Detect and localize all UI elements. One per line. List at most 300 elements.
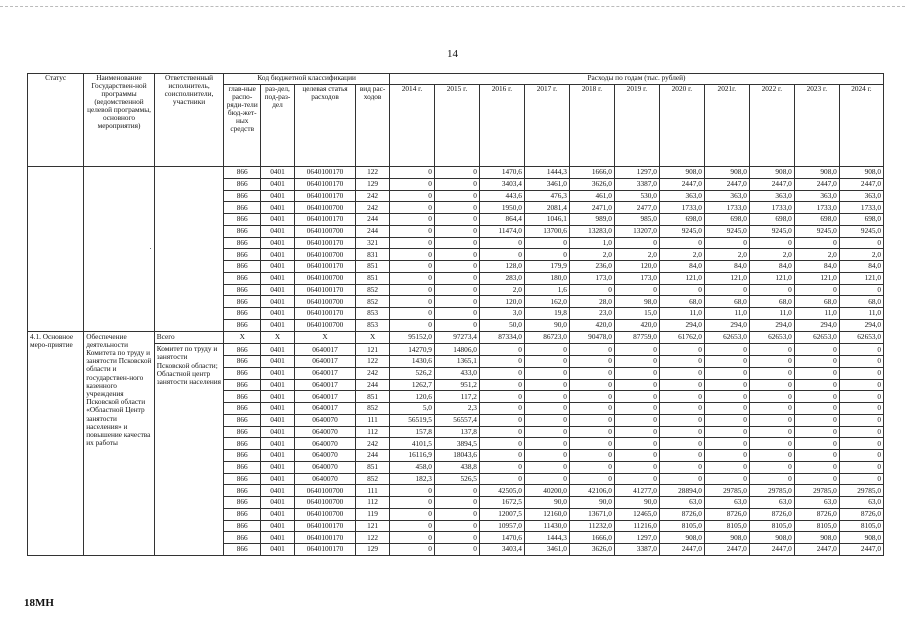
value-cell: 0 [749,414,794,426]
code-cell: 112 [356,426,390,438]
value-cell: 0 [659,450,704,462]
top-dashed-rule [0,6,905,7]
value-cell: 236,0 [569,261,614,273]
value-cell: 0 [479,461,524,473]
code-cell: 0640100700 [294,272,355,284]
value-cell: 0 [749,284,794,296]
code-cell: 866 [224,344,261,356]
value-cell: 0 [434,485,479,497]
value-cell: 0 [389,237,434,249]
code-cell: 0640017 [294,379,355,391]
code-cell: 866 [224,426,261,438]
value-cell: 0 [389,485,434,497]
code-cell: 866 [224,296,261,308]
value-cell: 0 [839,461,883,473]
name-cell-prev: · [84,167,155,332]
value-cell: 13671,0 [569,508,614,520]
value-cell: 0 [524,391,569,403]
table-row [28,344,884,356]
code-cell: 866 [224,249,261,261]
code-cell: 831 [356,249,390,261]
value-cell: 0 [614,356,659,368]
code-cell: 0401 [261,403,295,415]
value-cell: 62653,0 [839,331,883,344]
value-cell: 0 [749,450,794,462]
header-status: Статус [28,74,84,167]
code-cell: 242 [356,438,390,450]
value-cell: 363,0 [704,190,749,202]
value-cell: 0 [524,237,569,249]
code-cell: 0401 [261,190,295,202]
value-cell: 11216,0 [614,520,659,532]
code-cell: 0401 [261,308,295,320]
value-cell: 90,0 [569,497,614,509]
code-cell: 242 [356,202,390,214]
value-cell: 0 [569,403,614,415]
code-cell: 866 [224,178,261,190]
code-cell: 0640100170 [294,544,355,556]
value-cell: 0 [389,520,434,532]
value-cell: 0 [389,508,434,520]
value-cell: 0 [659,414,704,426]
value-cell: 0 [704,356,749,368]
value-cell: 1733,0 [839,202,883,214]
value-cell: 29785,0 [704,485,749,497]
value-cell: 0 [434,284,479,296]
code-cell: 853 [356,319,390,331]
code-cell: 122 [356,532,390,544]
value-cell: 87759,0 [614,331,659,344]
value-cell: 0 [569,356,614,368]
value-cell: 908,0 [749,167,794,179]
value-cell: 1733,0 [749,202,794,214]
code-cell: 0640017 [294,391,355,403]
value-cell: 0 [389,284,434,296]
value-cell: 0 [569,438,614,450]
value-cell: 0 [794,344,839,356]
value-cell: 420,0 [614,319,659,331]
value-cell: 84,0 [704,261,749,273]
value-cell: 864,4 [479,214,524,226]
value-cell: 157,8 [389,426,434,438]
value-cell: 433,0 [434,367,479,379]
value-cell: 0 [659,356,704,368]
executor-cell-prev [154,167,224,332]
value-cell: 0 [389,544,434,556]
value-cell: 0 [614,450,659,462]
value-cell: 0 [569,344,614,356]
value-cell: 10957,0 [479,520,524,532]
value-cell: 11474,0 [479,225,524,237]
value-cell: 120,6 [389,391,434,403]
code-cell: 866 [224,473,261,485]
value-cell: 0 [389,296,434,308]
value-cell: 0 [794,356,839,368]
code-cell: 852 [356,473,390,485]
value-cell: 1733,0 [794,202,839,214]
value-cell: 0 [434,190,479,202]
code-cell: 0640070 [294,426,355,438]
value-cell: 0 [434,319,479,331]
value-cell: 56519,5 [389,414,434,426]
code-cell: 0401 [261,379,295,391]
code-cell: 0401 [261,356,295,368]
footer-code: 18МН [24,597,54,609]
value-cell: 11232,0 [569,520,614,532]
header-year: 2024 г. [839,85,883,167]
value-cell: 0 [479,237,524,249]
value-cell: 117,2 [434,391,479,403]
value-cell: 363,0 [749,190,794,202]
header-year: 2019 г. [614,85,659,167]
page-number: 14 [447,48,458,60]
value-cell: 1733,0 [659,202,704,214]
header-expenses-group: Расходы по годам (тыс. рублей) [389,74,883,85]
value-cell: 363,0 [659,190,704,202]
status-cell: 4.1. Основное меро-приятие [28,331,84,555]
code-cell: 0401 [261,237,295,249]
header-bcc-col: глав-ные распо-ряди-тели бюд-жет-ных средств [224,85,261,167]
code-cell: 0640100700 [294,485,355,497]
value-cell: 0 [794,391,839,403]
value-cell: 526,5 [434,473,479,485]
value-cell: 0 [839,414,883,426]
header-executor: Ответственный исполнитель, соисполнители, участники [154,74,224,167]
value-cell: 1297,0 [614,532,659,544]
code-cell: 0401 [261,414,295,426]
program-name-cell: Обеспечение деятельности Комитета по труду и занятости Псковской области и государствен-ного казенного учреждения Псковской области «Областной Центр занятости населения» и повышение качества их работы [84,331,155,555]
value-cell: 0 [794,426,839,438]
code-cell: 112 [356,497,390,509]
value-cell: 63,0 [839,497,883,509]
value-cell: 0 [569,367,614,379]
value-cell: 0 [839,391,883,403]
value-cell: 9245,0 [839,225,883,237]
code-cell: 853 [356,308,390,320]
value-cell: 0 [569,391,614,403]
code-cell: 0640100170 [294,520,355,532]
code-cell: 852 [356,403,390,415]
value-cell: 29785,0 [749,485,794,497]
code-cell: 866 [224,284,261,296]
value-cell: 90,0 [614,497,659,509]
value-cell: 0 [839,367,883,379]
code-cell: 0640100170 [294,214,355,226]
code-cell: 866 [224,438,261,450]
value-cell: 0 [659,461,704,473]
executor-cell: Комитет по труду и занятости Псковской области; Областной центр занятости населения [154,344,224,556]
code-cell: 0640100170 [294,167,355,179]
code-cell: 0401 [261,532,295,544]
value-cell: 9245,0 [704,225,749,237]
code-cell: X [261,331,295,344]
value-cell: 0 [749,379,794,391]
value-cell: 0 [434,167,479,179]
value-cell: 0 [479,414,524,426]
code-cell: X [224,331,261,344]
code-cell: X [356,331,390,344]
value-cell: 0 [839,403,883,415]
value-cell: 137,8 [434,426,479,438]
code-cell: 0640070 [294,461,355,473]
code-cell: 866 [224,319,261,331]
value-cell: 0 [794,237,839,249]
code-cell: 866 [224,544,261,556]
value-cell: 294,0 [704,319,749,331]
value-cell: 0 [794,438,839,450]
value-cell: 179,9 [524,261,569,273]
value-cell: 1430,6 [389,356,434,368]
value-cell: 9245,0 [659,225,704,237]
code-cell: 866 [224,450,261,462]
value-cell: 0 [659,379,704,391]
code-cell: 0401 [261,344,295,356]
value-cell: 0 [659,473,704,485]
header-year: 2016 г. [479,85,524,167]
value-cell: 11,0 [659,308,704,320]
value-cell: 2447,0 [704,178,749,190]
value-cell: 0 [569,450,614,462]
value-cell: 908,0 [704,532,749,544]
code-cell: 866 [224,190,261,202]
value-cell: 283,0 [479,272,524,284]
value-cell: 0 [389,249,434,261]
value-cell: 0 [704,414,749,426]
value-cell: 0 [704,367,749,379]
value-cell: 0 [794,379,839,391]
value-cell: 8105,0 [794,520,839,532]
value-cell: 68,0 [839,296,883,308]
code-cell: 866 [224,497,261,509]
code-cell: 851 [356,461,390,473]
value-cell: 62653,0 [704,331,749,344]
value-cell: 0 [479,450,524,462]
value-cell: 0 [434,544,479,556]
value-cell: 0 [569,414,614,426]
code-cell: 244 [356,379,390,391]
value-cell: 1365,1 [434,356,479,368]
value-cell: 0 [524,473,569,485]
value-cell: 908,0 [704,167,749,179]
value-cell: 0 [614,461,659,473]
code-cell: 0401 [261,508,295,520]
value-cell: 3461,0 [524,178,569,190]
value-cell: 0 [839,344,883,356]
value-cell: 0 [659,426,704,438]
code-cell: 0401 [261,461,295,473]
value-cell: 0 [704,391,749,403]
value-cell: 121,0 [704,272,749,284]
value-cell: 0 [839,426,883,438]
budget-table [27,73,884,556]
value-cell: 908,0 [749,532,794,544]
code-cell: 242 [356,367,390,379]
value-cell: 0 [434,249,479,261]
code-cell: 866 [224,367,261,379]
value-cell: 0 [839,450,883,462]
value-cell: 0 [839,356,883,368]
value-cell: 63,0 [749,497,794,509]
value-cell: 0 [839,473,883,485]
value-cell: 0 [569,461,614,473]
value-cell: 0 [389,178,434,190]
code-cell: 119 [356,508,390,520]
value-cell: 0 [569,473,614,485]
code-cell: X [294,331,355,344]
value-cell: 13283,0 [569,225,614,237]
value-cell: 12007,5 [479,508,524,520]
value-cell: 0 [434,520,479,532]
code-cell: 244 [356,225,390,237]
value-cell: 294,0 [794,319,839,331]
value-cell: 0 [524,461,569,473]
value-cell: 12465,0 [614,508,659,520]
value-cell: 0 [614,237,659,249]
value-cell: 0 [704,284,749,296]
header-year: 2017 г. [524,85,569,167]
value-cell: 8105,0 [839,520,883,532]
value-cell: 98,0 [614,296,659,308]
value-cell: 13207,0 [614,225,659,237]
value-cell: 56557,4 [434,414,479,426]
value-cell: 0 [614,438,659,450]
code-cell: 244 [356,214,390,226]
value-cell: 41277,0 [614,485,659,497]
value-cell: 0 [389,214,434,226]
code-cell: 0401 [261,202,295,214]
value-cell: 1046,1 [524,214,569,226]
value-cell: 29785,0 [794,485,839,497]
code-cell: 0401 [261,261,295,273]
header-year: 2018 г. [569,85,614,167]
code-cell: 866 [224,414,261,426]
value-cell: 0 [389,272,434,284]
value-cell: 0 [434,178,479,190]
value-cell: 14270,9 [389,344,434,356]
value-cell: 2447,0 [839,178,883,190]
value-cell: 0 [479,403,524,415]
header-program-name: Наименование Государствен-ной программы (ведомственной целевой программы, основного мероприятия) [84,74,155,167]
value-cell: 42106,0 [569,485,614,497]
value-cell: 1297,0 [614,167,659,179]
code-cell: 852 [356,284,390,296]
value-cell: 0 [479,426,524,438]
value-cell: 23,0 [569,308,614,320]
code-cell: 0401 [261,438,295,450]
value-cell: 16116,9 [389,450,434,462]
value-cell: 86723,0 [524,331,569,344]
value-cell: 698,0 [659,214,704,226]
value-cell: 0 [704,403,749,415]
value-cell: 95152,0 [389,331,434,344]
code-cell: 0401 [261,544,295,556]
value-cell: 0 [434,272,479,284]
value-cell: 68,0 [794,296,839,308]
value-cell: 2447,0 [659,544,704,556]
table-row [28,167,884,179]
value-cell: 698,0 [839,214,883,226]
value-cell: 8105,0 [749,520,794,532]
value-cell: 15,0 [614,308,659,320]
value-cell: 1262,7 [389,379,434,391]
code-cell: 866 [224,391,261,403]
value-cell: 11430,0 [524,520,569,532]
header-bcc-group: Код бюджетной классификации [224,74,390,85]
code-cell: 851 [356,391,390,403]
value-cell: 0 [569,426,614,438]
value-cell: 0 [704,379,749,391]
value-cell: 0 [389,532,434,544]
value-cell: 3387,0 [614,544,659,556]
value-cell: 0 [614,473,659,485]
header-bcc-col: вид рас-ходов [356,85,390,167]
value-cell: 0 [659,403,704,415]
value-cell: 90478,0 [569,331,614,344]
value-cell: 28894,0 [659,485,704,497]
code-cell: 866 [224,532,261,544]
value-cell: 1,0 [569,237,614,249]
value-cell: 698,0 [794,214,839,226]
value-cell: 0 [659,391,704,403]
value-cell: 2,0 [614,249,659,261]
code-cell: 111 [356,485,390,497]
code-cell: 0640100700 [294,296,355,308]
code-cell: 0640100700 [294,225,355,237]
header-bcc-col: раз-дел, под-раз-дел [261,85,295,167]
value-cell: 0 [569,284,614,296]
value-cell: 0 [524,367,569,379]
code-cell: 0401 [261,319,295,331]
value-cell: 0 [524,249,569,261]
value-cell: 2,0 [794,249,839,261]
value-cell: 0 [434,296,479,308]
code-cell: 0401 [261,367,295,379]
value-cell: 0 [479,367,524,379]
value-cell: 128,0 [479,261,524,273]
value-cell: 11,0 [749,308,794,320]
code-cell: 0401 [261,473,295,485]
value-cell: 0 [614,391,659,403]
value-cell: 0 [749,461,794,473]
value-cell: 526,2 [389,367,434,379]
value-cell: 180,0 [524,272,569,284]
value-cell: 18043,6 [434,450,479,462]
value-cell: 0 [614,344,659,356]
value-cell: 951,2 [434,379,479,391]
value-cell: 1470,6 [479,167,524,179]
value-cell: 0 [614,414,659,426]
value-cell: 0 [794,461,839,473]
value-cell: 0 [524,450,569,462]
value-cell: 3461,0 [524,544,569,556]
value-cell: 0 [524,356,569,368]
value-cell: 294,0 [659,319,704,331]
value-cell: 0 [659,284,704,296]
value-cell: 0 [524,344,569,356]
value-cell: 0 [704,473,749,485]
code-cell: 0640100700 [294,319,355,331]
value-cell: 90,0 [524,319,569,331]
value-cell: 0 [839,379,883,391]
value-cell: 0 [749,438,794,450]
code-cell: 122 [356,167,390,179]
value-cell: 2,0 [569,249,614,261]
value-cell: 2,0 [839,249,883,261]
code-cell: 0401 [261,249,295,261]
value-cell: 0 [614,367,659,379]
value-cell: 0 [389,497,434,509]
value-cell: 0 [524,379,569,391]
